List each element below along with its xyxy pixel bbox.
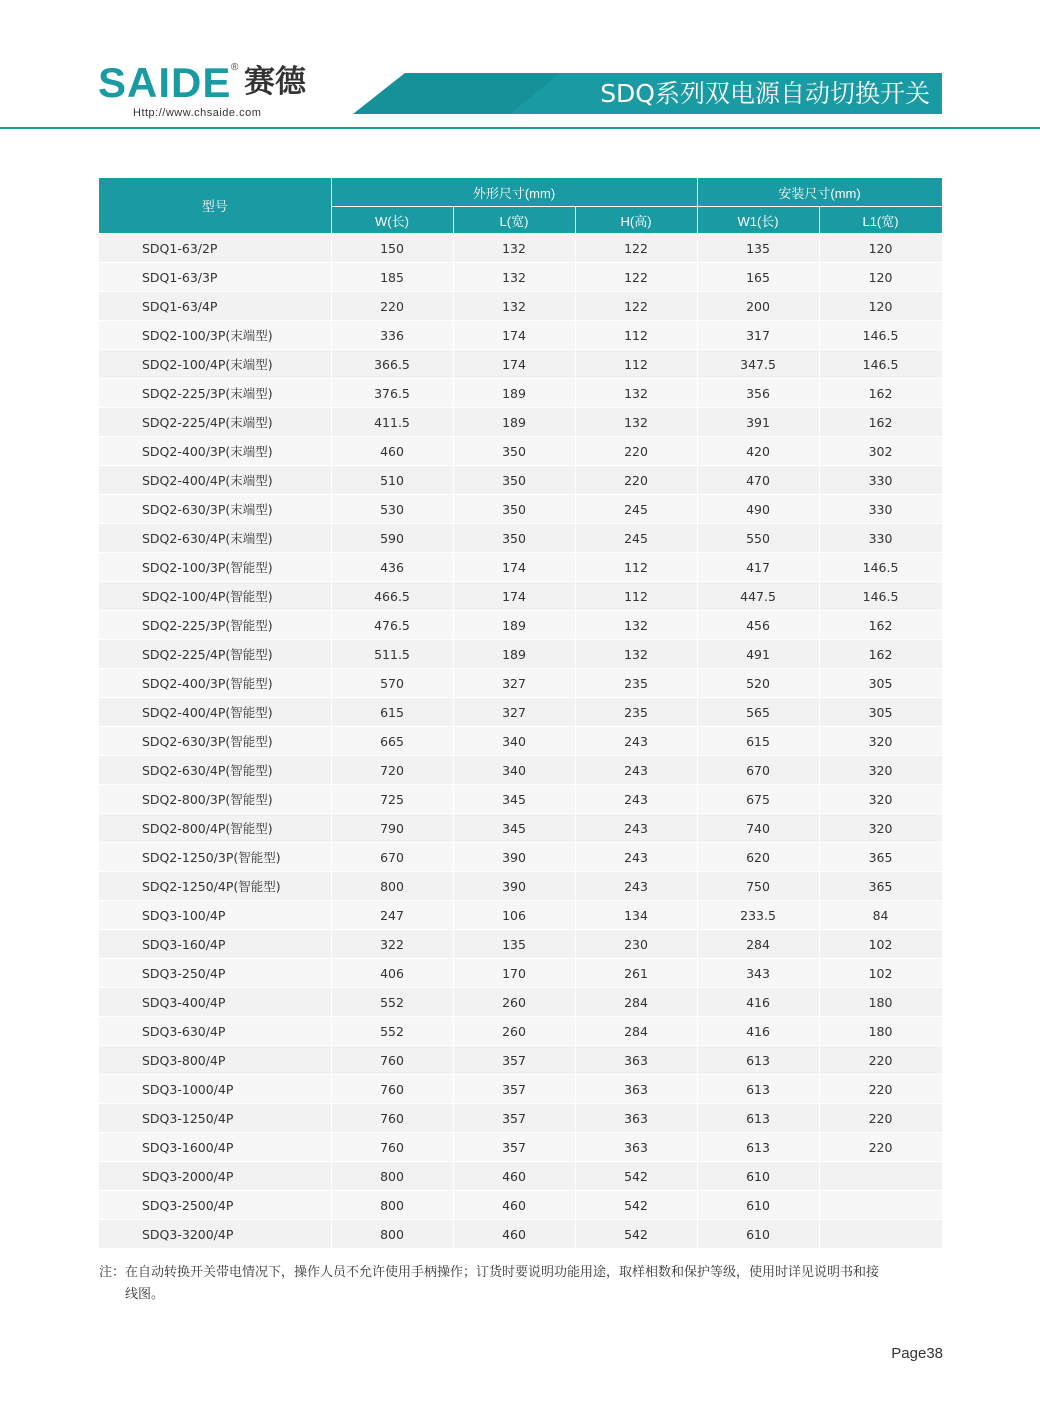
cell-w1: 750 <box>697 872 819 901</box>
header-divider <box>0 127 1040 129</box>
footnote-line-1: 注：在自动转换开关带电情况下，操作人员不允许使用手柄操作；订货时要说明功能用途，取样相数和保护等级，使用时详见说明书和接 <box>99 1265 880 1280</box>
cell-h: 363 <box>575 1046 697 1075</box>
cell-h: 122 <box>575 292 697 321</box>
table-row <box>99 756 942 785</box>
table-row <box>99 901 942 930</box>
cell-h: 363 <box>575 1133 697 1162</box>
cell-w1: 520 <box>697 669 819 698</box>
cell-l1: 162 <box>819 611 942 640</box>
column-header-l: L(宽) <box>453 207 575 234</box>
page-header <box>0 0 1040 130</box>
cell-l: 132 <box>453 234 575 263</box>
table-row <box>99 263 942 292</box>
cell-w: 615 <box>331 698 453 727</box>
cell-h: 132 <box>575 379 697 408</box>
cell-l1: 320 <box>819 727 942 756</box>
cell-l1 <box>819 1162 942 1191</box>
cell-w1: 610 <box>697 1191 819 1220</box>
cell-w1: 416 <box>697 1017 819 1046</box>
cell-model: SDQ2-225/3P(末端型) <box>99 379 331 408</box>
cell-h: 235 <box>575 669 697 698</box>
cell-w1: 284 <box>697 930 819 959</box>
cell-l1: 120 <box>819 263 942 292</box>
cell-w: 800 <box>331 1162 453 1191</box>
cell-w1: 620 <box>697 843 819 872</box>
cell-model: SDQ2-225/3P(智能型) <box>99 611 331 640</box>
cell-l1: 120 <box>819 292 942 321</box>
table-row <box>99 843 942 872</box>
table-row <box>99 234 942 263</box>
cell-w: 185 <box>331 263 453 292</box>
cell-w1: 675 <box>697 785 819 814</box>
cell-model: SDQ2-1250/3P(智能型) <box>99 843 331 872</box>
cell-h: 132 <box>575 408 697 437</box>
cell-model: SDQ2-800/3P(智能型) <box>99 785 331 814</box>
cell-l1: 84 <box>819 901 942 930</box>
cell-l1: 180 <box>819 988 942 1017</box>
cell-l: 350 <box>453 524 575 553</box>
cell-l: 327 <box>453 669 575 698</box>
dimension-table <box>99 177 943 1249</box>
cell-w: 530 <box>331 495 453 524</box>
cell-l: 357 <box>453 1104 575 1133</box>
table-row <box>99 350 942 379</box>
table-row <box>99 379 942 408</box>
cell-w: 366.5 <box>331 350 453 379</box>
cell-l1: 102 <box>819 959 942 988</box>
cell-w: 800 <box>331 1191 453 1220</box>
table-row <box>99 988 942 1017</box>
table-row <box>99 930 942 959</box>
cell-w: 511.5 <box>331 640 453 669</box>
cell-h: 363 <box>575 1075 697 1104</box>
cell-l: 132 <box>453 292 575 321</box>
cell-model: SDQ1-63/4P <box>99 292 331 321</box>
cell-l1: 146.5 <box>819 553 942 582</box>
cell-w: 760 <box>331 1133 453 1162</box>
cell-w1: 343 <box>697 959 819 988</box>
cell-h: 112 <box>575 350 697 379</box>
cell-h: 243 <box>575 814 697 843</box>
cell-w1: 456 <box>697 611 819 640</box>
cell-h: 220 <box>575 437 697 466</box>
cell-h: 284 <box>575 1017 697 1046</box>
cell-w: 800 <box>331 872 453 901</box>
cell-l: 174 <box>453 553 575 582</box>
cell-l1: 220 <box>819 1104 942 1133</box>
cell-l1: 146.5 <box>819 321 942 350</box>
table-row <box>99 321 942 350</box>
cell-l: 174 <box>453 350 575 379</box>
cell-l: 189 <box>453 640 575 669</box>
page-number: Page38 <box>891 1345 943 1362</box>
cell-model: SDQ2-100/3P(末端型) <box>99 321 331 350</box>
cell-w: 411.5 <box>331 408 453 437</box>
cell-l: 189 <box>453 379 575 408</box>
table-row <box>99 698 942 727</box>
cell-w1: 347.5 <box>697 350 819 379</box>
cell-w1: 420 <box>697 437 819 466</box>
table-row <box>99 292 942 321</box>
cell-h: 243 <box>575 756 697 785</box>
cell-w1: 491 <box>697 640 819 669</box>
cell-l1: 330 <box>819 495 942 524</box>
table-row <box>99 814 942 843</box>
cell-model: SDQ2-100/4P(末端型) <box>99 350 331 379</box>
cell-w: 436 <box>331 553 453 582</box>
registered-mark: ® <box>231 62 239 73</box>
cell-w1: 490 <box>697 495 819 524</box>
table-row <box>99 582 942 611</box>
table-row <box>99 408 942 437</box>
cell-l: 390 <box>453 843 575 872</box>
table-row <box>99 727 942 756</box>
cell-l1: 365 <box>819 872 942 901</box>
cell-h: 243 <box>575 843 697 872</box>
cell-l: 106 <box>453 901 575 930</box>
cell-l1: 305 <box>819 698 942 727</box>
cell-w: 552 <box>331 988 453 1017</box>
cell-l1: 330 <box>819 466 942 495</box>
cell-w1: 550 <box>697 524 819 553</box>
cell-w1: 165 <box>697 263 819 292</box>
cell-w1: 740 <box>697 814 819 843</box>
cell-h: 284 <box>575 988 697 1017</box>
cell-w: 790 <box>331 814 453 843</box>
cell-model: SDQ3-1000/4P <box>99 1075 331 1104</box>
cell-l1 <box>819 1191 942 1220</box>
cell-model: SDQ3-3200/4P <box>99 1220 331 1249</box>
table-row <box>99 1191 942 1220</box>
cell-l1: 146.5 <box>819 350 942 379</box>
cell-h: 261 <box>575 959 697 988</box>
cell-h: 122 <box>575 234 697 263</box>
footnote-line-2: 线图。 <box>125 1287 165 1302</box>
cell-model: SDQ3-2000/4P <box>99 1162 331 1191</box>
outer-dimensions-header: 外形尺寸(mm) <box>331 178 697 207</box>
cell-model: SDQ2-800/4P(智能型) <box>99 814 331 843</box>
cell-model: SDQ2-100/3P(智能型) <box>99 553 331 582</box>
cell-w: 800 <box>331 1220 453 1249</box>
cell-l1: 102 <box>819 930 942 959</box>
cell-l: 460 <box>453 1191 575 1220</box>
column-header-l1: L1(宽) <box>819 207 942 234</box>
cell-l: 340 <box>453 727 575 756</box>
cell-w1: 613 <box>697 1104 819 1133</box>
model-column-header: 型号 <box>99 178 331 234</box>
cell-h: 542 <box>575 1162 697 1191</box>
cell-w1: 233.5 <box>697 901 819 930</box>
cell-l1: 302 <box>819 437 942 466</box>
cell-l: 357 <box>453 1133 575 1162</box>
cell-w: 406 <box>331 959 453 988</box>
cell-h: 132 <box>575 640 697 669</box>
cell-model: SDQ2-1250/4P(智能型) <box>99 872 331 901</box>
column-header-h: H(高) <box>575 207 697 234</box>
cell-w: 570 <box>331 669 453 698</box>
cell-l: 170 <box>453 959 575 988</box>
table-row <box>99 959 942 988</box>
cell-h: 230 <box>575 930 697 959</box>
cell-w1: 610 <box>697 1220 819 1249</box>
cell-w1: 615 <box>697 727 819 756</box>
cell-h: 112 <box>575 582 697 611</box>
cell-w: 460 <box>331 437 453 466</box>
cell-model: SDQ2-400/4P(末端型) <box>99 466 331 495</box>
logo-wordmark: SAIDE <box>98 59 232 106</box>
cell-h: 235 <box>575 698 697 727</box>
cell-h: 245 <box>575 495 697 524</box>
cell-model: SDQ2-630/4P(智能型) <box>99 756 331 785</box>
cell-l1: 146.5 <box>819 582 942 611</box>
cell-h: 243 <box>575 872 697 901</box>
cell-model: SDQ2-100/4P(智能型) <box>99 582 331 611</box>
cell-l1: 162 <box>819 408 942 437</box>
cell-l: 260 <box>453 1017 575 1046</box>
cell-l1: 365 <box>819 843 942 872</box>
cell-w1: 200 <box>697 292 819 321</box>
column-header-w1: W1(长) <box>697 207 819 234</box>
cell-h: 112 <box>575 553 697 582</box>
cell-w1: 613 <box>697 1133 819 1162</box>
cell-l: 132 <box>453 263 575 292</box>
table-row <box>99 1075 942 1104</box>
cell-w: 552 <box>331 1017 453 1046</box>
table-row <box>99 1133 942 1162</box>
cell-l1: 120 <box>819 234 942 263</box>
cell-w: 476.5 <box>331 611 453 640</box>
cell-w1: 391 <box>697 408 819 437</box>
table-row <box>99 669 942 698</box>
cell-w1: 610 <box>697 1162 819 1191</box>
cell-w: 760 <box>331 1075 453 1104</box>
cell-l1: 320 <box>819 814 942 843</box>
table-row <box>99 524 942 553</box>
cell-model: SDQ1-63/2P <box>99 234 331 263</box>
cell-h: 220 <box>575 466 697 495</box>
website-url: Http://www.chsaide.com <box>133 107 262 119</box>
cell-l1: 330 <box>819 524 942 553</box>
cell-w: 760 <box>331 1104 453 1133</box>
cell-w1: 356 <box>697 379 819 408</box>
cell-l: 350 <box>453 466 575 495</box>
cell-l: 460 <box>453 1220 575 1249</box>
cell-model: SDQ3-2500/4P <box>99 1191 331 1220</box>
cell-w1: 417 <box>697 553 819 582</box>
table-row <box>99 1046 942 1075</box>
cell-h: 542 <box>575 1191 697 1220</box>
cell-model: SDQ3-630/4P <box>99 1017 331 1046</box>
cell-w1: 447.5 <box>697 582 819 611</box>
cell-w: 247 <box>331 901 453 930</box>
cell-w1: 670 <box>697 756 819 785</box>
footnote <box>99 1262 945 1306</box>
cell-l1: 320 <box>819 756 942 785</box>
cell-l: 327 <box>453 698 575 727</box>
cell-model: SDQ2-225/4P(智能型) <box>99 640 331 669</box>
cell-l: 340 <box>453 756 575 785</box>
cell-w: 760 <box>331 1046 453 1075</box>
table-row <box>99 1017 942 1046</box>
table-row <box>99 495 942 524</box>
cell-h: 363 <box>575 1104 697 1133</box>
cell-h: 112 <box>575 321 697 350</box>
cell-w1: 470 <box>697 466 819 495</box>
cell-model: SDQ2-400/4P(智能型) <box>99 698 331 727</box>
cell-model: SDQ2-225/4P(末端型) <box>99 408 331 437</box>
table-row <box>99 1104 942 1133</box>
cell-model: SDQ2-630/4P(末端型) <box>99 524 331 553</box>
cell-w: 590 <box>331 524 453 553</box>
cell-model: SDQ3-400/4P <box>99 988 331 1017</box>
cell-l: 390 <box>453 872 575 901</box>
cell-l1: 180 <box>819 1017 942 1046</box>
cell-w: 510 <box>331 466 453 495</box>
cell-model: SDQ2-400/3P(智能型) <box>99 669 331 698</box>
table-row <box>99 872 942 901</box>
cell-w1: 135 <box>697 234 819 263</box>
cell-model: SDQ3-1600/4P <box>99 1133 331 1162</box>
cell-l: 135 <box>453 930 575 959</box>
cell-l: 174 <box>453 321 575 350</box>
cell-w: 322 <box>331 930 453 959</box>
column-header-w: W(长) <box>331 207 453 234</box>
cell-l1: 320 <box>819 785 942 814</box>
cell-w1: 317 <box>697 321 819 350</box>
cell-w1: 565 <box>697 698 819 727</box>
table-row <box>99 611 942 640</box>
cell-h: 132 <box>575 611 697 640</box>
cell-l1: 305 <box>819 669 942 698</box>
table-row <box>99 466 942 495</box>
cell-h: 122 <box>575 263 697 292</box>
cell-h: 243 <box>575 727 697 756</box>
table-row <box>99 1220 942 1249</box>
cell-w1: 613 <box>697 1046 819 1075</box>
cell-model: SDQ3-800/4P <box>99 1046 331 1075</box>
cell-l1: 220 <box>819 1133 942 1162</box>
cell-h: 245 <box>575 524 697 553</box>
table-row <box>99 785 942 814</box>
cell-model: SDQ2-400/3P(末端型) <box>99 437 331 466</box>
cell-w1: 613 <box>697 1075 819 1104</box>
cell-l: 189 <box>453 611 575 640</box>
page-title: SDQ系列双电源自动切换开关 <box>600 79 930 108</box>
cell-l1: 162 <box>819 379 942 408</box>
cell-l: 189 <box>453 408 575 437</box>
cell-l: 357 <box>453 1046 575 1075</box>
cell-l1 <box>819 1220 942 1249</box>
cell-l: 357 <box>453 1075 575 1104</box>
cell-w: 670 <box>331 843 453 872</box>
cell-l: 350 <box>453 495 575 524</box>
cell-model: SDQ3-1250/4P <box>99 1104 331 1133</box>
cell-l: 345 <box>453 814 575 843</box>
logo-chinese: 赛德 <box>244 64 306 100</box>
cell-model: SDQ3-100/4P <box>99 901 331 930</box>
cell-w: 336 <box>331 321 453 350</box>
cell-w: 220 <box>331 292 453 321</box>
cell-l: 350 <box>453 437 575 466</box>
cell-l1: 220 <box>819 1046 942 1075</box>
cell-w: 466.5 <box>331 582 453 611</box>
cell-model: SDQ3-160/4P <box>99 930 331 959</box>
cell-l1: 220 <box>819 1075 942 1104</box>
table-row <box>99 1162 942 1191</box>
table-row <box>99 437 942 466</box>
cell-w: 376.5 <box>331 379 453 408</box>
cell-l1: 162 <box>819 640 942 669</box>
cell-l: 260 <box>453 988 575 1017</box>
cell-model: SDQ2-630/3P(智能型) <box>99 727 331 756</box>
cell-l: 174 <box>453 582 575 611</box>
cell-w: 150 <box>331 234 453 263</box>
cell-l: 460 <box>453 1162 575 1191</box>
installation-dimensions-header: 安装尺寸(mm) <box>697 178 942 207</box>
cell-l: 345 <box>453 785 575 814</box>
cell-model: SDQ2-630/3P(末端型) <box>99 495 331 524</box>
cell-w1: 416 <box>697 988 819 1017</box>
cell-h: 134 <box>575 901 697 930</box>
table-row <box>99 640 942 669</box>
cell-w: 725 <box>331 785 453 814</box>
cell-h: 243 <box>575 785 697 814</box>
cell-w: 720 <box>331 756 453 785</box>
cell-model: SDQ3-250/4P <box>99 959 331 988</box>
cell-w: 665 <box>331 727 453 756</box>
cell-model: SDQ1-63/3P <box>99 263 331 292</box>
table-row <box>99 553 942 582</box>
cell-h: 542 <box>575 1220 697 1249</box>
table-body <box>99 234 942 1249</box>
